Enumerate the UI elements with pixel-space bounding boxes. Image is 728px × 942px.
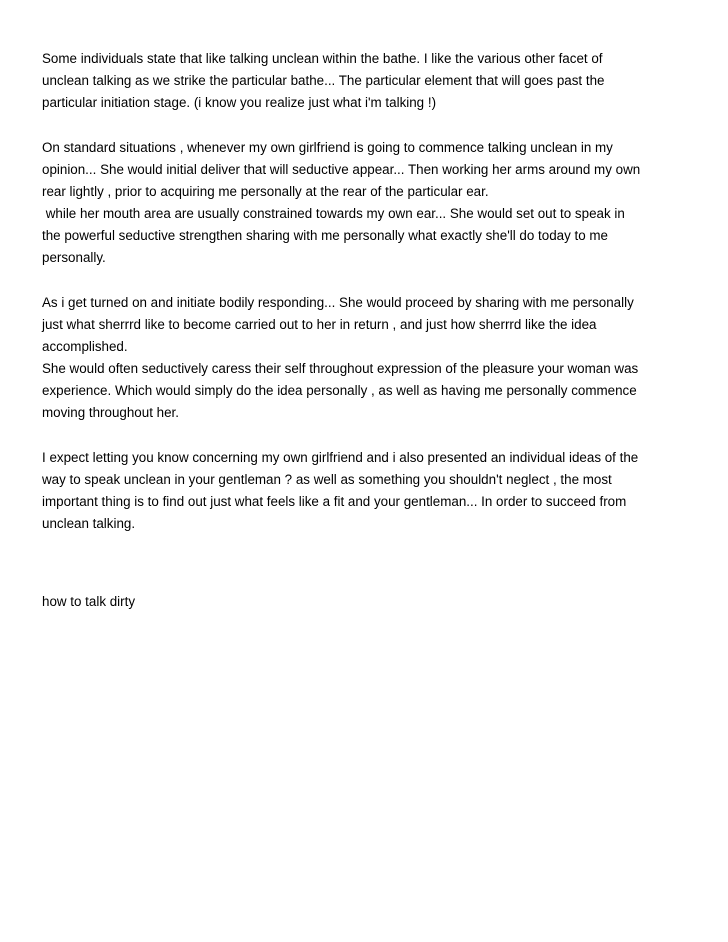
- text-line: way to speak unclean in your gentleman ? as well as something you shouldn't neglect , the most: [42, 472, 612, 487]
- text-line: just what sherrrd like to become carried out to her in return , and just how sherrrd like the idea: [42, 317, 597, 332]
- section-spacer: [42, 535, 692, 591]
- text-line: while her mouth area are usually constrained towards my own ear... She would set out to speak in: [42, 206, 625, 221]
- text-line: moving throughout her.: [42, 405, 179, 420]
- text-line: personally.: [42, 250, 106, 265]
- document-body: [42, 48, 692, 613]
- paragraph-spacer: [42, 424, 692, 447]
- paragraph-1: [42, 48, 692, 114]
- text-line: experience. Which would simply do the idea personally , as well as having me personally commence: [42, 383, 637, 398]
- text-line: She would often seductively caress their self throughout expression of the pleasure your woman was: [42, 361, 639, 376]
- text-line: unclean talking as we strike the particular bathe... The particular element that will goes past the: [42, 73, 605, 88]
- text-line: particular initiation stage. (i know you realize just what i'm talking !): [42, 95, 437, 110]
- text-line: On standard situations , whenever my own girlfriend is going to commence talking unclean in my: [42, 140, 613, 155]
- text-line: I expect letting you know concerning my own girlfriend and i also presented an individual ideas of the: [42, 450, 639, 465]
- text-line: important thing is to find out just what feels like a fit and your gentleman... In order to succeed from: [42, 494, 627, 509]
- text-line: As i get turned on and initiate bodily responding... She would proceed by sharing with me personally: [42, 295, 634, 310]
- text-line: opinion... She would initial deliver that will seductive appear... Then working her arms around my own: [42, 162, 641, 177]
- footer-text: how to talk dirty: [42, 594, 136, 609]
- paragraph-spacer: [42, 269, 692, 292]
- text-line: Some individuals state that like talking unclean within the bathe. I like the various other facet of: [42, 51, 603, 66]
- text-line: the powerful seductive strengthen sharing with me personally what exactly she'll do today to me: [42, 228, 609, 243]
- paragraph-2: [42, 137, 692, 269]
- text-line: unclean talking.: [42, 516, 136, 531]
- paragraph-4: [42, 447, 692, 535]
- paragraph-3: [42, 292, 692, 424]
- paragraph-spacer: [42, 114, 692, 137]
- text-line: accomplished.: [42, 339, 128, 354]
- text-line: rear lightly , prior to acquiring me personally at the rear of the particular ear.: [42, 184, 489, 199]
